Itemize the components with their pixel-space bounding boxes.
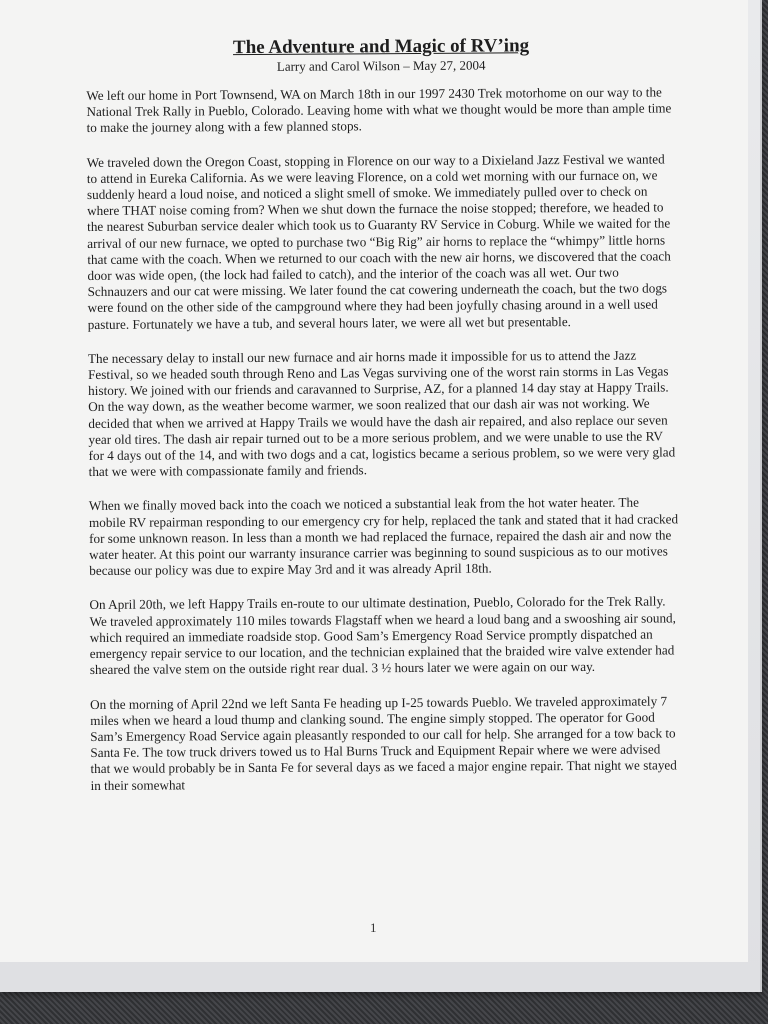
- paragraph-2: We traveled down the Oregon Coast, stopping in Florence on our way to a Dixieland Jazz Festival we wanted to attend in Eureka California. As we were leaving Florence, on a cold wet morning with our furnace on, we suddenly heard a loud noise, and noticed a slight smell of smoke. We immediately pulled over to check on where THAT noise coming from? When we shut down the furnace the noise stopped; therefore, we headed to the nearest Suburban service dealer which took us to Guaranty RV Service in Coburg. While we waited for the arrival of our new furnace, we opted to purchase two “Big Rig” air horns to replace the “whimpy” little horns that came with the coach. When we returned to our coach with the new air horns, we discovered that the coach door was wide open, (the lock had failed to catch), and the interior of the coach was all wet. Our two Schnauzers and our cat were missing. We later found the cat cowering underneath the coach, but the two dogs were found on the other side of the campground where they had been joyfully chasing around in a well used pasture. Fortunately we have a tub, and several hours later, we were all wet but presentable.: [86, 151, 671, 332]
- paragraph-1: We left our home in Port Townsend, WA on March 18th in our 1997 2430 Trek motorhome on our way to the National Trek Rally in Pueblo, Colorado. Leaving home with what we thought would be more than ample time to make the journey along with a few planned stops.: [86, 84, 672, 136]
- paragraph-4: When we finally moved back into the coach we noticed a substantial leak from the hot water heater. The mobile RV repairman responding to our emergency cry for help, replaced the tank and stated that it had cracked for some unknown reason. In less than a month we had replaced the furnace, repaired the dash air and now the water heater. At this point our warranty insurance carrier was beginning to sound suspicious as to our motives because our policy was due to expire May 3rd and it was already April 18th.: [88, 495, 679, 579]
- document-body: [86, 34, 681, 811]
- document-title: The Adventure and Magic of RV’ing: [232, 35, 530, 59]
- paragraph-5: On April 20th, we left Happy Trails en-route to our ultimate destination, Pueblo, Colorado for the Trek Rally. We traveled approximately 110 miles towards Flagstaff when we heard a loud bang and a swooshing air sound, which required an immediate roadside stop. Good Sam’s Emergency Road Service promptly dispatched an emergency repair service to our location, and the technician explained that the braided wire valve extender had sheared the valve stem on the outside right rear dual. 3 ½ hours later we were again on our way.: [89, 593, 676, 678]
- page-number: 1: [370, 920, 377, 935]
- paragraph-6: On the morning of April 22nd we left Santa Fe heading up I-25 towards Pueblo. We traveled approximately 7 miles when we heard a loud thump and clanking sound. The engine simply stopped. The operator for Good Sam’s Emergency Road Service again pleasantly responded to our call for help. She arranged for a tow back to Santa Fe. The tow truck drivers towed us to Hal Burns Truck and Equipment Repair where we were advised that we would probably be in Santa Fe for several days as we faced a major engine repair. That night we stayed in their somewhat: [90, 692, 677, 793]
- paragraph-3: The necessary delay to install our new furnace and air horns made it impossible for us to attend the Jazz Festival, so we headed south through Reno and Las Vegas surviving one of the worst rain storms in Las Vegas history. We joined with our friends and caravanned to Surprise, AZ, for a planned 14 day stay at Happy Trails. On the way down, as the weather become warmer, we soon realized that our dash air was not working. We decided that when we arrived at Happy Trails we would have the dash air repaired, and also replace our seven year old tires. The dash air repair turned out to be a more serious problem, and we were unable to use the RV for 4 days out of the 14, and with two dogs and a cat, logistics became a serious problem, so we were very glad that we were with compassionate family and friends.: [87, 347, 676, 480]
- document-byline: Larry and Carol Wilson – May 27, 2004: [276, 57, 486, 74]
